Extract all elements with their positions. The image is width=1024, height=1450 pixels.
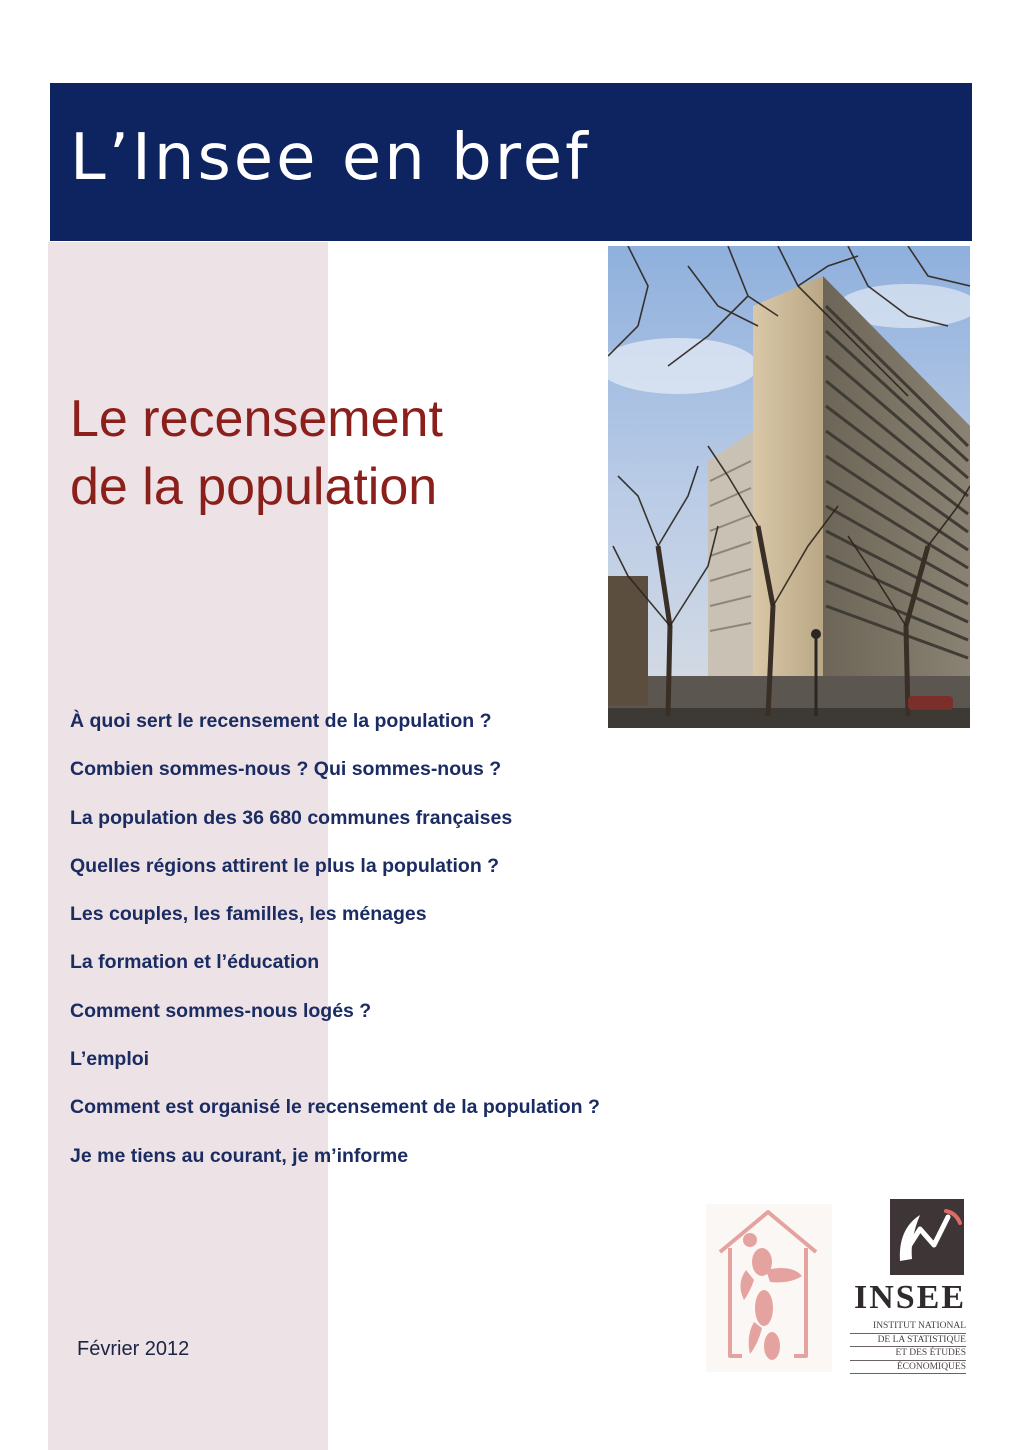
toc-item[interactable]: La formation et l’éducation xyxy=(70,951,320,974)
cover-title-line-1: Le recensement xyxy=(70,390,443,448)
toc-item[interactable]: L’emploi xyxy=(70,1048,150,1071)
table-of-contents xyxy=(70,704,600,1187)
series-title: L’Insee en bref xyxy=(70,121,591,195)
toc-item[interactable]: Comment sommes-nous logés ? xyxy=(70,999,372,1022)
toc-item[interactable]: Comment est organisé le recensement de la population ? xyxy=(70,1096,600,1119)
building-photo xyxy=(608,246,970,728)
insee-subtitle xyxy=(850,1320,966,1374)
insee-subtitle-line: ÉCONOMIQUES xyxy=(850,1361,966,1375)
toc-item[interactable]: La population des 36 680 communes françaises xyxy=(70,806,513,829)
insee-subtitle-line: INSTITUT NATIONAL xyxy=(850,1320,966,1334)
toc-item[interactable]: Combien sommes-nous ? Qui sommes-nous ? xyxy=(70,758,502,781)
publication-date: Février 2012 xyxy=(77,1338,190,1360)
insee-wordmark: INSEE xyxy=(853,1279,967,1316)
insee-subtitle-line: ET DES ÉTUDES xyxy=(850,1347,966,1361)
toc-item[interactable]: Les couples, les familles, les ménages xyxy=(70,903,427,926)
toc-item[interactable]: Quelles régions attirent le plus la population ? xyxy=(70,854,500,877)
insee-emblem-icon xyxy=(890,1199,964,1275)
cover-title xyxy=(70,385,443,521)
insee-subtitle-line: DE LA STATISTIQUE xyxy=(850,1334,966,1348)
toc-item[interactable]: Je me tiens au courant, je m’informe xyxy=(70,1144,409,1167)
insee-logo xyxy=(850,1196,968,1386)
cover-title-line-2: de la population xyxy=(70,458,438,516)
toc-item[interactable]: À quoi sert le recensement de la population ? xyxy=(70,710,492,732)
census-logo xyxy=(706,1204,832,1372)
